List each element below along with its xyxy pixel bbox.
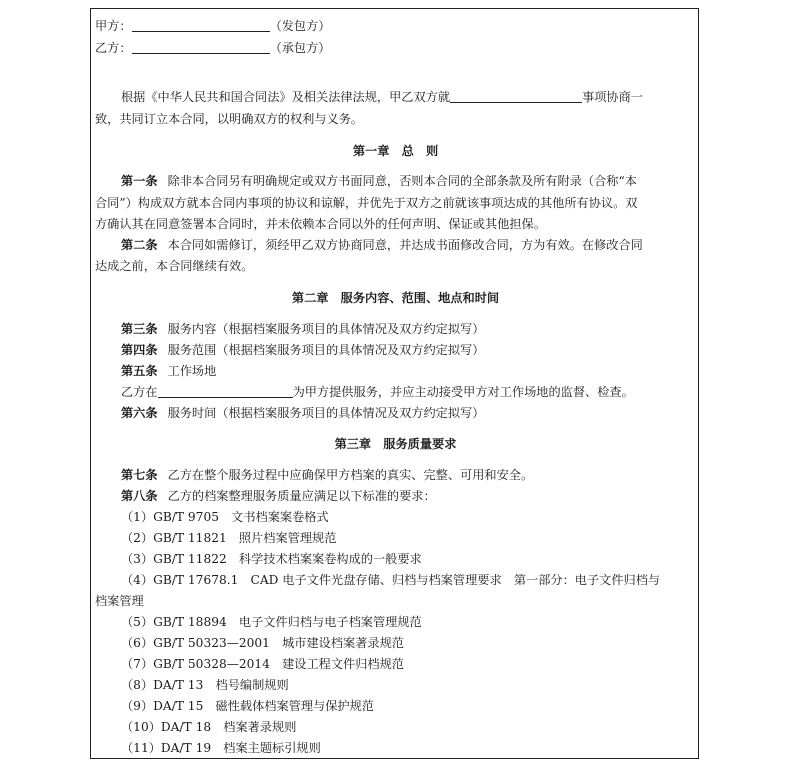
- article-1-text-1: 除非本合同另有明确规定或双方书面同意，否则本合同的全部条款及所有附录（合称“本: [167, 174, 637, 188]
- workplace-blank[interactable]: [158, 384, 293, 398]
- article-5-label: 第五条: [121, 364, 158, 378]
- article-5-line-2: [121, 384, 634, 400]
- workplace-text-pre: 乙方在: [121, 385, 158, 399]
- article-6: [121, 405, 484, 421]
- article-1-line-1: [121, 173, 637, 189]
- intro-text-post: 事项协商一: [582, 90, 643, 104]
- article-1-line-2: 合同”）构成双方就本合同内事项的协议和谅解，并优先于双方之前就该事项达成的其他所有协议。双: [95, 196, 638, 210]
- party-a-blank[interactable]: [132, 18, 270, 32]
- intro-text-pre: 根据《中华人民共和国合同法》及相关法律法规，甲乙双方就: [121, 90, 451, 104]
- article-4-text: 服务范围（根据档案服务项目的具体情况及双方约定拟写）: [167, 343, 485, 357]
- article-7: [121, 467, 533, 483]
- article-8-text: 乙方的档案整理服务质量应满足以下标准的要求：: [167, 489, 436, 503]
- party-b-label: 乙方：: [95, 41, 132, 55]
- standard-item: （10）DA/T 18 档案著录规则: [121, 720, 297, 734]
- standard-item-continued: 档案管理: [95, 594, 144, 608]
- standard-item: （5）GB/T 18894 电子文件归档与电子档案管理规范: [121, 615, 422, 629]
- party-a-line: [95, 18, 331, 34]
- article-2-text-1: 本合同如需修订，须经甲乙双方协商同意，并达成书面修改合同，方为有效。在修改合同: [167, 238, 643, 252]
- article-3-text: 服务内容（根据档案服务项目的具体情况及双方约定拟写）: [167, 322, 485, 336]
- standard-item: （2）GB/T 11821 照片档案管理规范: [121, 531, 337, 545]
- article-2-line-1: [121, 237, 643, 253]
- chapter-1-title: 第一章 总 则: [352, 144, 439, 158]
- article-4: [121, 342, 484, 358]
- matter-blank[interactable]: [450, 89, 582, 103]
- article-8: [121, 488, 436, 504]
- article-6-text: 服务时间（根据档案服务项目的具体情况及双方约定拟写）: [167, 406, 485, 420]
- article-5-text: 工作场地: [167, 364, 217, 378]
- article-1-line-3: 方确认其在同意签署本合同时，并未依赖本合同以外的任何声明、保证或其他担保。: [95, 217, 546, 231]
- party-b-line: [95, 40, 331, 56]
- standard-item: （9）DA/T 15 磁性载体档案管理与保护规范: [121, 699, 374, 713]
- chapter-2-title: 第二章 服务内容、范围、地点和时间: [291, 291, 500, 305]
- standard-item: （6）GB/T 50323—2001 城市建设档案著录规范: [121, 636, 404, 650]
- workplace-text-post: 为甲方提供服务，并应主动接受甲方对工作场地的监督、检查。: [292, 385, 634, 399]
- standard-item: （3）GB/T 11822 科学技术档案案卷构成的一般要求: [121, 552, 422, 566]
- article-6-label: 第六条: [121, 406, 158, 420]
- article-1-label: 第一条: [121, 174, 158, 188]
- article-3-label: 第三条: [121, 322, 158, 336]
- chapter-3-title: 第三章 服务质量要求: [334, 437, 457, 451]
- standard-item: （8）DA/T 13 档号编制规则: [121, 678, 289, 692]
- party-a-label: 甲方：: [95, 19, 132, 33]
- article-2-line-2: 达成之前，本合同继续有效。: [95, 259, 254, 273]
- article-7-text: 乙方在整个服务过程中应确保甲方档案的真实、完整、可用和安全。: [167, 468, 534, 482]
- intro-line-2: 致，共同订立本合同，以明确双方的权利与义务。: [95, 112, 364, 126]
- party-b-blank[interactable]: [132, 40, 270, 54]
- standard-item: （7）GB/T 50328—2014 建设工程文件归档规范: [121, 657, 404, 671]
- article-8-label: 第八条: [121, 489, 158, 503]
- party-a-role: （发包方）: [269, 19, 331, 33]
- intro-line-1: [121, 89, 643, 105]
- standard-item: （11）DA/T 19 档案主题标引规则: [121, 741, 321, 755]
- document-page: [90, 8, 699, 759]
- article-7-label: 第七条: [121, 468, 158, 482]
- article-4-label: 第四条: [121, 343, 158, 357]
- article-3: [121, 321, 484, 337]
- article-5: [121, 363, 216, 379]
- standard-item: （1）GB/T 9705 文书档案案卷格式: [121, 510, 329, 524]
- party-b-role: （承包方）: [269, 41, 331, 55]
- standard-item: （4）GB/T 17678.1 CAD 电子文件光盘存储、归档与档案管理要求 第一部分：电子文件归档与: [121, 573, 661, 587]
- article-2-label: 第二条: [121, 238, 158, 252]
